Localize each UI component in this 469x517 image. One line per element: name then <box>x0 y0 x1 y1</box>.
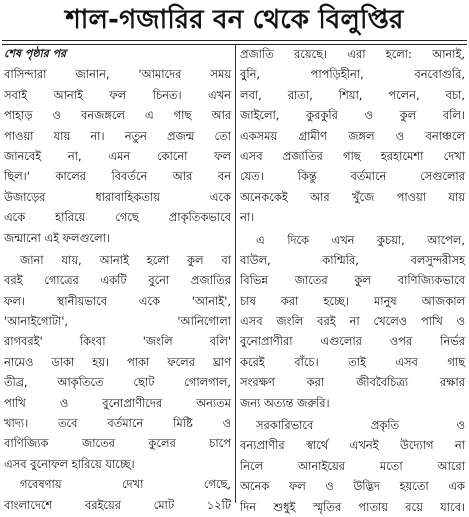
body-line: একসময় গ্রামীণ জঙ্গল ও বনাঞ্চলে <box>240 128 465 143</box>
body-line: লবা, রাতা, শিয়া, পলেন, বচা, <box>240 87 465 102</box>
body-line: বাংলাদেশে বরইয়ের মোট ১২টি <box>4 497 231 512</box>
body-line: দিন শুধুই স্মৃতির পাতায় রয়ে যাবে। <box>240 499 465 514</box>
headline: শাল-গজারির বন থেকে বিলুপ্তির <box>65 5 404 35</box>
body-line: নামেও ডাকা হয়। পাকা ফলের ঘ্রাণ <box>4 354 231 369</box>
headline-rule-top <box>2 40 467 41</box>
body-line: 'আনাইগোটা', 'আনিগোলা <box>4 314 231 329</box>
body-line: তীব্র, আকৃতিতে ছোট গোলগাল, <box>4 375 231 390</box>
body-line: প্রজাতি রয়েছে। এরা হলো: আনাই, <box>240 47 465 61</box>
body-line: গবেষণায় দেখা গেছে, <box>20 477 231 492</box>
body-line: পাওয়া যায় না। নতুন প্রজন্ম তো <box>4 128 231 143</box>
body-line: পাহাড় ও বনজঙ্গলে এ গাছ আর <box>4 108 231 123</box>
body-line: বন্যপ্রাণীর স্বার্থে এখনই উদ্যোগ না <box>240 438 465 453</box>
body-line: এসব বুনোফল হারিয়ে যাচ্ছে। <box>4 456 135 471</box>
body-line: বাউল, কাশ্মিরি, বলসুন্দরীসহ <box>240 252 465 267</box>
right-column <box>240 44 465 514</box>
body-line: বরই গোত্রের একটি বুনো প্রজাতির <box>4 273 231 288</box>
body-line: জানা যায়, আনাই হলো কুল বা <box>20 252 231 267</box>
body-line: অনেক ফল ও উদ্ভিদ হয়তো এক <box>240 479 465 494</box>
body-line: ফল। স্থানীয়ভাবে একে 'আনাই', <box>4 293 231 308</box>
body-line: বাসিন্দারা জানান, 'আমাদের সময় <box>4 67 231 82</box>
body-line: নিলে আনাইয়ের মতো আরো <box>240 458 465 473</box>
body-line: রাগবরই' কিংবা 'জংলি বলি' <box>4 334 231 349</box>
body-line: অনেককেই আর খুঁজে পাওয়া যায় <box>240 189 465 204</box>
column-divider <box>235 44 236 503</box>
body-line: করেই বাঁচে। তাই এসব গাছ <box>240 354 465 369</box>
body-line: সরকারিভাবে প্রকৃতি ও <box>256 418 465 433</box>
body-line: এসব জংলি বরই না খেলেও পাখি ও <box>240 314 465 329</box>
body-line: এ দিকে এখন কুচয়া, আপেল, <box>256 232 465 247</box>
body-line: পাখি ও বুনোপ্রাণীদের অন্যতম <box>4 395 231 410</box>
body-line: এসব প্রজাতির গাছ হরহামেশা দেখা <box>240 148 465 163</box>
body-line: খাদ্য। তবে বর্তমানে মিষ্টি ও <box>4 416 231 431</box>
body-line: না। <box>240 210 255 225</box>
left-column <box>4 44 231 512</box>
body-line: বাণিজ্যিক জাতের কুলের চাপে <box>4 436 231 451</box>
body-line: জন্মানো এই ফলগুলো। <box>4 230 110 245</box>
body-line: জাইলো, কুরকুরি ও কুল বলি। <box>240 108 465 123</box>
body-line: যেত। কিন্তু বর্তমানে সেগুলোর <box>240 169 465 184</box>
body-line: চাষ করা হচ্ছে। মানুষ আজকাল <box>240 293 465 308</box>
body-line: উজাড়ের ধারাবাহিকতায় একে <box>4 189 231 204</box>
body-line: সবাই আনাই ফল চিনত। এখন <box>4 87 231 102</box>
body-line: সংরক্ষণ করা জীববৈচিত্র্য রক্ষার <box>240 375 465 390</box>
body-line: জানবেই না, এমন কোনো ফল <box>4 148 231 163</box>
body-line: ছিল।' কালের বিবর্তনে আর বন <box>4 169 231 184</box>
body-line: জন্য অত্যন্ত জরুরি। <box>240 395 330 410</box>
body-line: বিভিন্ন জাতের কুল বাণিজ্যিকভাবে <box>240 273 465 288</box>
continued-from-label: শেষ পৃষ্ঠার পর <box>4 47 67 60</box>
body-line: একে হারিয়ে গেছে প্রাকৃতিকভাবে <box>4 210 231 225</box>
body-line: বুনি, পাপড়িহীনা, বনবোগুরি, <box>240 67 465 82</box>
body-line: বুনোপ্রাণীরা এগুলোর ওপর নির্ভর <box>240 334 465 349</box>
